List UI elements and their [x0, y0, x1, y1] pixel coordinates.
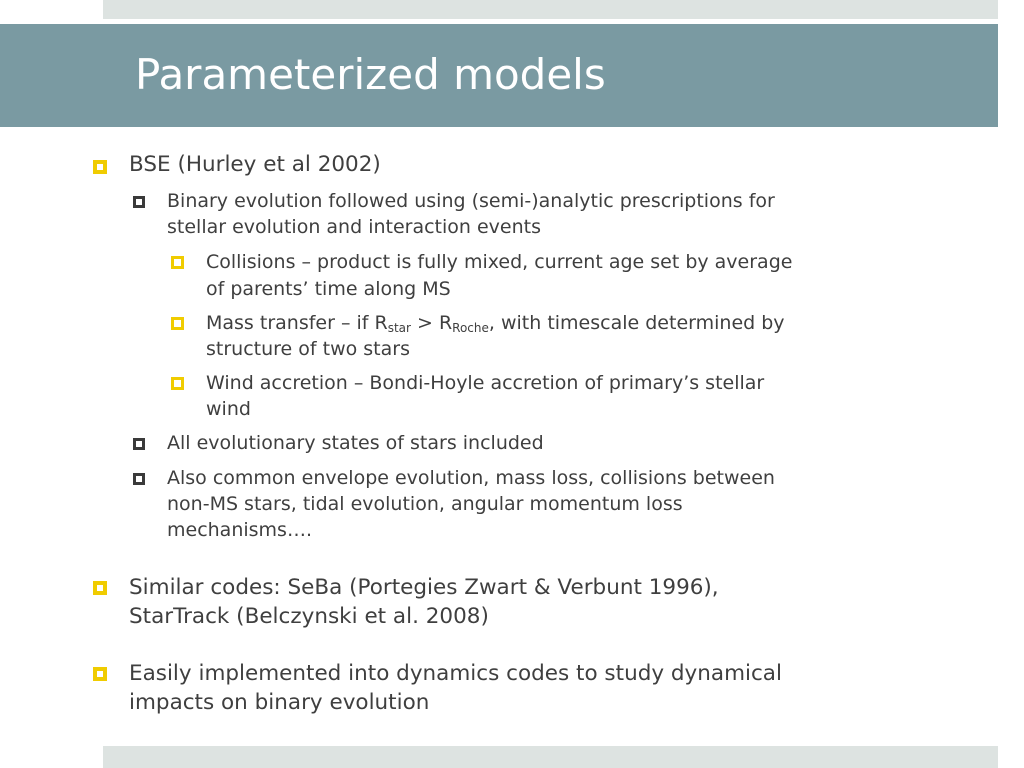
bullet-square-icon [133, 196, 145, 208]
bullet-square-icon [93, 667, 107, 681]
bullet-common-line1: Also common envelope evolution, mass loss, collisions between [167, 467, 775, 489]
bullet-square-icon [93, 160, 107, 174]
bullet-collisions-line2: of parents’ time along MS [206, 278, 451, 300]
bullet-square-icon [93, 581, 107, 595]
bullet-collisions-line1: Collisions – product is fully mixed, current age set by average [206, 251, 793, 273]
subscript-star: star [387, 321, 411, 335]
mass-text-mid: > R [410, 312, 453, 334]
bullet-square-icon [171, 256, 184, 269]
bullet-common-line2: non-MS stars, tidal evolution, angular momentum loss [167, 493, 683, 515]
bullet-similar-line1: Similar codes: SeBa (Portegies Zwart & Verbunt 1996), [129, 575, 719, 600]
bullet-binary-line1: Binary evolution followed using (semi-)analytic prescriptions for [167, 190, 775, 212]
bullet-square-icon [171, 377, 184, 390]
bullet-square-icon [171, 317, 184, 330]
bullet-mass-transfer-line2: structure of two stars [206, 338, 410, 360]
bullet-binary-line2: stellar evolution and interaction events [167, 216, 541, 238]
subscript-roche: Roche [452, 321, 489, 335]
bullet-easily-line1: Easily implemented into dynamics codes to study dynamical [129, 661, 782, 686]
bullet-common-line3: mechanisms…. [167, 519, 312, 541]
bullet-states: All evolutionary states of stars included [167, 432, 544, 454]
bullet-bse: BSE (Hurley et al 2002) [129, 152, 381, 177]
mass-text-pre: Mass transfer – if R [206, 312, 388, 334]
bullet-wind-line2: wind [206, 398, 251, 420]
bullet-similar-line2: StarTrack (Belczynski et al. 2008) [129, 604, 489, 629]
bullet-square-icon [133, 438, 145, 450]
mass-text-post: , with timescale determined by [488, 312, 785, 334]
bullet-square-icon [133, 473, 145, 485]
bullet-wind-line1: Wind accretion – Bondi-Hoyle accretion of primary’s stellar [206, 372, 765, 394]
slide-title: Parameterized models [135, 50, 606, 99]
bottom-decor-strip [103, 746, 998, 768]
bullet-mass-transfer-line1 [206, 311, 785, 337]
bullet-easily-line2: impacts on binary evolution [129, 690, 430, 715]
